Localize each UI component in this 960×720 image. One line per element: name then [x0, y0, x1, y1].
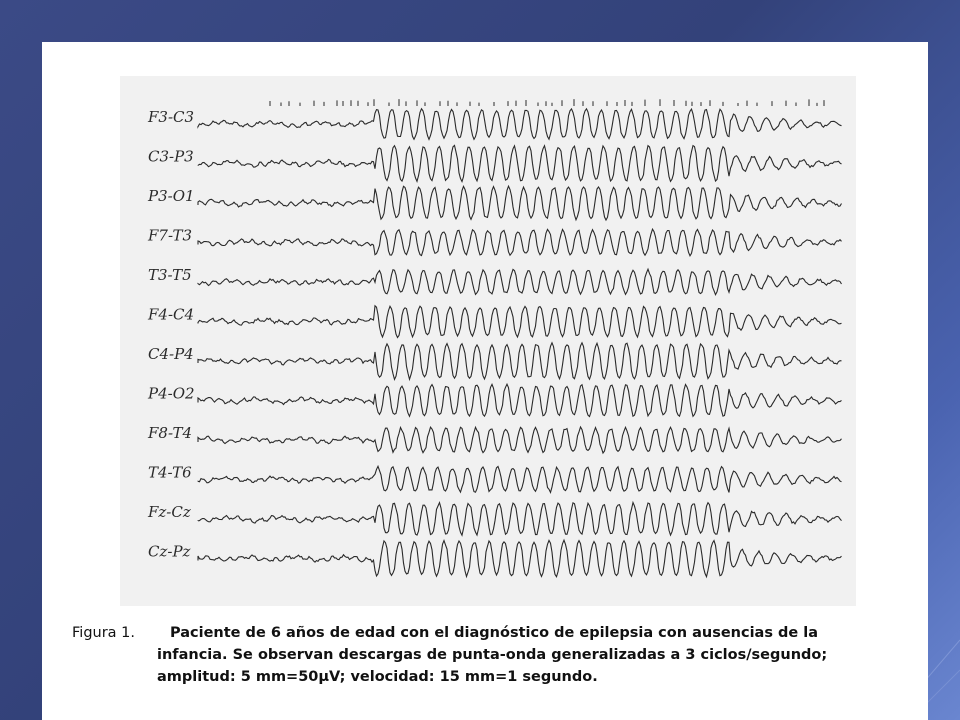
- channel-label: Cz-Pz: [148, 542, 191, 561]
- eeg-traces: [120, 76, 856, 606]
- caption-line-1: Paciente de 6 años de edad con el diagnóstico de epilepsia con ausencias de la: [170, 625, 819, 641]
- eeg-figure: [120, 76, 856, 606]
- channel-label: F8-T4: [148, 424, 193, 442]
- eeg-trace: [198, 384, 842, 416]
- eeg-trace: [198, 109, 842, 140]
- eeg-trace: [198, 343, 842, 380]
- eeg-trace: [198, 540, 842, 577]
- caption-label: Figura 1.: [72, 625, 135, 641]
- caption-line-3: amplitud: 5 mm=50µV; velocidad: 15 mm=1 segundo.: [157, 669, 598, 685]
- channel-label: P4-O2: [148, 384, 195, 403]
- eeg-trace: [198, 503, 842, 536]
- channel-label: P3-O1: [148, 187, 195, 205]
- slide-panel: [42, 42, 928, 720]
- channel-label: T3-T5: [148, 266, 192, 284]
- channel-label: Fz-Cz: [148, 503, 191, 521]
- eeg-trace: [198, 466, 842, 492]
- timing-marks: [270, 99, 824, 106]
- eeg-trace: [198, 306, 842, 338]
- eeg-trace: [198, 229, 842, 256]
- eeg-trace: [198, 269, 842, 295]
- figure-caption: [72, 622, 912, 688]
- eeg-trace: [198, 145, 842, 181]
- channel-label: T4-T6: [148, 463, 192, 482]
- channel-label: F4-C4: [148, 305, 195, 324]
- caption-line-2: infancia. Se observan descargas de punta-onda generalizadas a 3 ciclos/segundo;: [157, 647, 828, 663]
- channel-label: F3-C3: [148, 108, 195, 126]
- eeg-trace: [198, 427, 842, 453]
- channel-label: C3-P3: [148, 147, 194, 166]
- channel-label: F7-T3: [148, 226, 193, 245]
- channel-label: C4-P4: [148, 345, 194, 363]
- eeg-trace: [198, 186, 842, 220]
